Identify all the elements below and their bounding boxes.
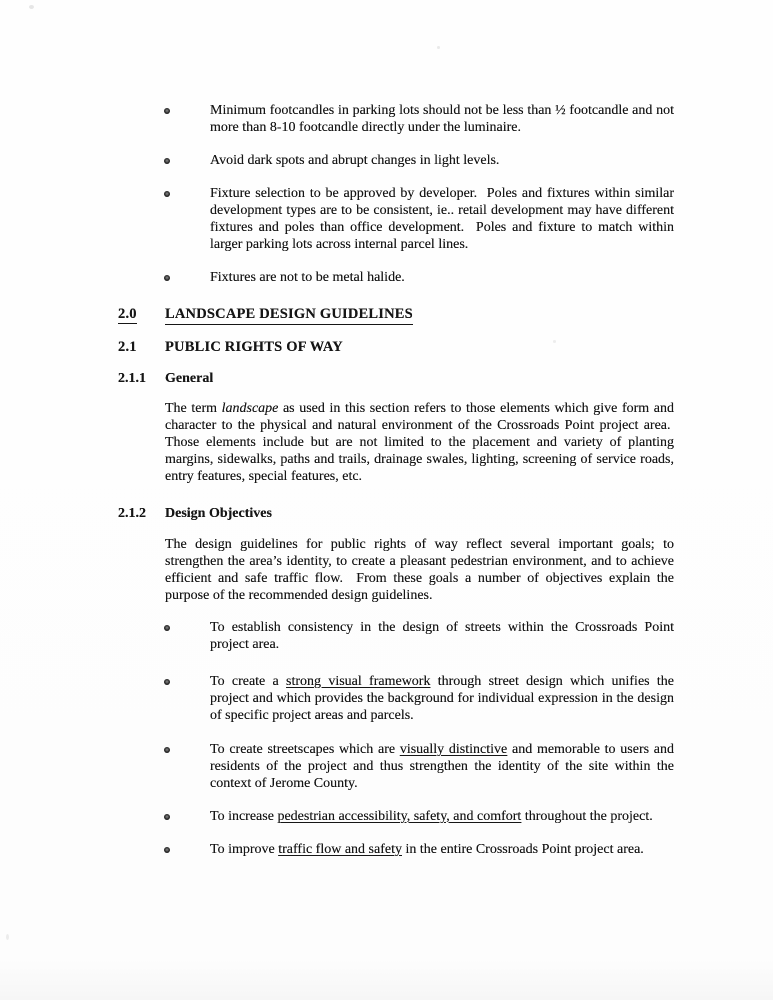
text-segment: To improve bbox=[210, 841, 279, 857]
text-segment: Avoid dark spots and abrupt changes in light levels. bbox=[210, 153, 500, 168]
list-item bbox=[118, 673, 674, 724]
bullet-gutter bbox=[118, 808, 210, 825]
list-item bbox=[118, 185, 674, 253]
section-heading-2-1-2 bbox=[118, 505, 674, 522]
page-content bbox=[118, 102, 674, 858]
text-segment: The term bbox=[165, 400, 222, 416]
bullet-text bbox=[210, 673, 674, 724]
text-segment: through street design which unifies the project and which provides the background for individual expression in the design of specific project areas and parcels. bbox=[210, 673, 674, 723]
paragraph-general bbox=[165, 400, 674, 485]
italic-term: landscape bbox=[221, 400, 279, 416]
bullet-gutter bbox=[118, 673, 210, 724]
section-title: LANDSCAPE DESIGN GUIDELINES bbox=[165, 306, 413, 325]
bullet-gutter bbox=[118, 619, 210, 653]
scan-speck bbox=[6, 934, 9, 940]
section-heading-2-0 bbox=[118, 306, 674, 325]
bullet-icon bbox=[164, 679, 170, 685]
bullet-text bbox=[210, 269, 674, 286]
text-segment: To increase bbox=[210, 808, 278, 824]
text-segment: To create a bbox=[210, 673, 287, 689]
bullet-gutter bbox=[118, 185, 210, 253]
bullet-icon bbox=[164, 275, 170, 281]
bullet-text bbox=[210, 619, 674, 653]
text-segment: To establish consistency in the design of streets within the Crossroads Point project area. bbox=[210, 619, 674, 652]
underlined-phrase: strong visual framework bbox=[286, 673, 431, 689]
bullet-gutter bbox=[118, 269, 210, 286]
text-segment: To create streetscapes which are bbox=[210, 741, 400, 757]
bullet-text bbox=[210, 841, 674, 858]
bullet-gutter bbox=[118, 102, 210, 136]
list-item bbox=[118, 152, 674, 169]
bullet-icon bbox=[164, 847, 170, 853]
section-title: General bbox=[165, 370, 214, 386]
section-number: 2.0 bbox=[118, 306, 137, 322]
bullet-icon bbox=[164, 191, 170, 197]
section-title: PUBLIC RIGHTS OF WAY bbox=[165, 338, 343, 355]
bullet-icon bbox=[164, 814, 170, 820]
paragraph-objectives bbox=[165, 536, 674, 604]
section-number: 2.1.2 bbox=[118, 505, 146, 521]
bullet-text bbox=[210, 808, 674, 825]
section-number: 2.1 bbox=[118, 338, 137, 355]
section-heading-2-1-1 bbox=[118, 370, 674, 387]
list-item bbox=[118, 102, 674, 136]
scan-speck bbox=[437, 46, 440, 49]
list-item bbox=[118, 741, 674, 792]
bullet-icon bbox=[164, 158, 170, 164]
bullet-gutter bbox=[118, 152, 210, 169]
bullet-icon bbox=[164, 108, 170, 114]
underlined-phrase: pedestrian accessibility, safety, and comfort bbox=[277, 808, 522, 824]
list-item bbox=[118, 619, 674, 653]
text-segment: in the entire Crossroads Point project area. bbox=[401, 841, 644, 857]
underlined-phrase: visually distinctive bbox=[399, 741, 508, 757]
text-segment: Fixture selection to be approved by developer. Poles and fixtures within similar development types are to be consistent, ie.. retail development may have different fixtures and poles than office development. Poles and fixture to match within larger parking lots across internal parcel lines. bbox=[210, 186, 674, 252]
text-segment: and memorable to users and residents of the project and thus strengthen the identity of the site within the context of Jerome County. bbox=[210, 741, 675, 791]
underlined-phrase: traffic flow and safety bbox=[278, 841, 402, 857]
section-number: 2.1.1 bbox=[118, 370, 146, 386]
text-segment: The design guidelines for public rights of way reflect several important goals; to strengthen the area’s identity, to create a pleasant pedestrian environment, and to achieve efficient and safe traffic flow. From these goals a number of objectives explain the purpose of the recommended design guidelines. bbox=[165, 536, 674, 603]
bullet-gutter bbox=[118, 741, 210, 792]
bullet-icon bbox=[164, 747, 170, 753]
bullet-text bbox=[210, 152, 674, 169]
text-segment: as used in this section refers to those elements which give form and character to the physical and natural environment of the Crossroads Point project area. Those elements include but are not limited to the placement and variety of planting margins, sidewalks, paths and trails, drainage swales, lighting, screening of service roads, entry features, special features, etc. bbox=[165, 400, 674, 484]
list-item bbox=[118, 269, 674, 286]
list-item bbox=[118, 808, 674, 825]
list-item bbox=[118, 841, 674, 858]
bullet-text bbox=[210, 102, 674, 136]
bullet-text bbox=[210, 185, 674, 253]
bullet-text bbox=[210, 741, 674, 792]
text-segment: Minimum footcandles in parking lots should not be less than ½ footcandle and not more than 8-10 footcandle directly under the luminaire. bbox=[210, 103, 674, 135]
bullet-gutter bbox=[118, 841, 210, 858]
section-title: Design Objectives bbox=[165, 505, 272, 521]
bullet-icon bbox=[164, 625, 170, 631]
text-segment: Fixtures are not to be metal halide. bbox=[210, 270, 405, 285]
text-segment: throughout the project. bbox=[521, 808, 653, 824]
scan-speck bbox=[29, 5, 34, 9]
section-heading-2-1 bbox=[118, 339, 674, 356]
